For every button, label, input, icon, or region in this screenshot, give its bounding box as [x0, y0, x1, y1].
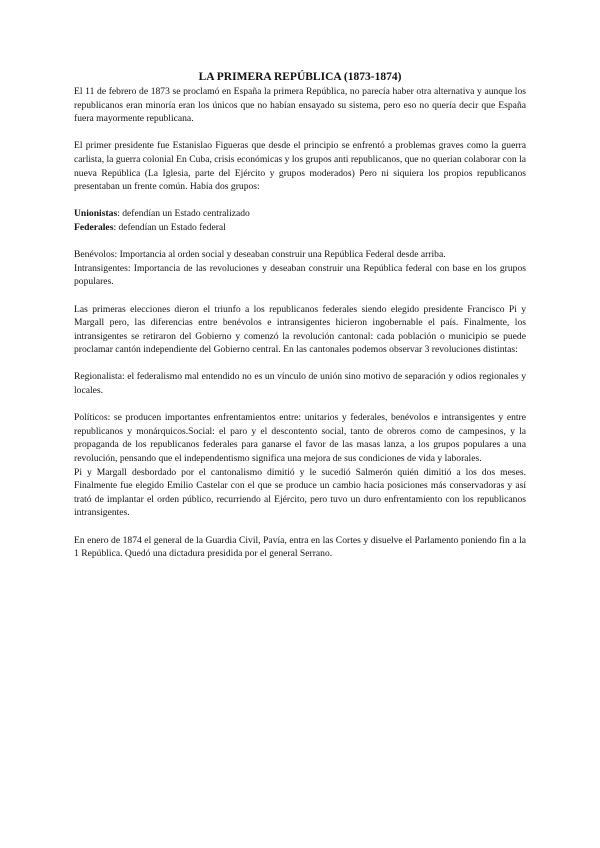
label-federales: Federales	[74, 221, 114, 233]
spacer	[74, 126, 526, 140]
page-title: LA PRIMERA REPÚBLICA (1873-1874)	[198, 71, 402, 83]
spacer	[74, 520, 526, 534]
spacer	[74, 194, 526, 208]
spacer	[74, 289, 526, 303]
spacer	[74, 398, 526, 412]
spacer	[74, 235, 526, 249]
paragraph-intro: El 11 de febrero de 1873 se proclamó en España la primera República, no parecía haber otra alternativa y aunque los republicanos eran minoría eran los únicos que no habían ensayado su sistema, pero eso no quería decir que España fuera mayormente republicana.	[74, 86, 526, 125]
document-page	[74, 70, 526, 561]
item-federales	[74, 221, 526, 235]
label-unionistas: Unionistas	[74, 208, 118, 220]
item-unionistas	[74, 207, 526, 221]
text-unionistas: : defendían un Estado centralizado	[117, 208, 250, 220]
paragraph-intransigentes: Intransigentes: Importancia de las revoluciones y deseaban construir una República federal con base en los grupos populares.	[74, 262, 526, 288]
spacer	[74, 357, 526, 371]
paragraph-pimargall: Pi y Margall desbordado por el cantonalismo dimitió y le sucedió Salmerón quién dimitió a los dos meses. Finalmente fue elegido Emilio Castelar con el que se produce un cambio hacia posiciones más conservadoras y así trató de implantar el orden público, recurriendo al Ejército, pero tuvo un duro enfrentamiento con los republicanos intransigentes.	[74, 466, 526, 519]
paragraph-regionalista: Regionalista: el federalismo mal entendido no es un vínculo de unión sino motivo de separación y odios regionales y locales.	[74, 371, 526, 397]
paragraph-pavia: En enero de 1874 el general de la Guardia Civil, Pavía, entra en las Cortes y disuelve el Parlamento poniendo fin a la 1 República. Quedó una dictadura presidida por el general Serrano.	[74, 534, 526, 560]
paragraph-president: El primer presidente fue Estanislao Figueras que desde el principio se enfrentó a problemas graves como la guerra carlista, la guerra colonial En Cuba, crisis económicas y los grupos anti republicanos, que no querían colaborar con la nueva República (La Iglesia, parte del Ejército y grupos moderados) Pero ni siquiera los propios republicanos presentaban un frente común. Había dos grupos:	[74, 140, 526, 193]
text-federales: : defendían un Estado federal	[113, 221, 226, 233]
paragraph-elecciones: Las primeras elecciones dieron el triunfo a los republicanos federales siendo elegido presidente Francisco Pi y Margall pero, las diferencias entre benévolos e intransigentes hicieron ingobernable el país. Finalmente, los intransigentes se retiraron del Gobierno y comenzó la revolución cantonal: cada población o municipio se puede proclamar cantón independiente del Gobierno central. En las cantonales podemos observar 3 revoluciones distintas:	[74, 303, 526, 356]
paragraph-benevolos: Benévolos: Importancia al orden social y deseaban construir una República Federal desde arriba.	[74, 249, 446, 261]
paragraph-politicos: Políticos: se producen importantes enfrentamientos entre: unitarios y federales, benévolos e intransigentes y entre republicanos y monárquicos.Social: el paro y el descontento social, tanto de obreros como de campesinos, y la propaganda de los republicanos federales para ganarse el favor de las masas lanza, a los grupos populares a una revolución, pensando que el independentismo significa una mejora de sus condiciones de vida y laborales.	[74, 412, 526, 465]
